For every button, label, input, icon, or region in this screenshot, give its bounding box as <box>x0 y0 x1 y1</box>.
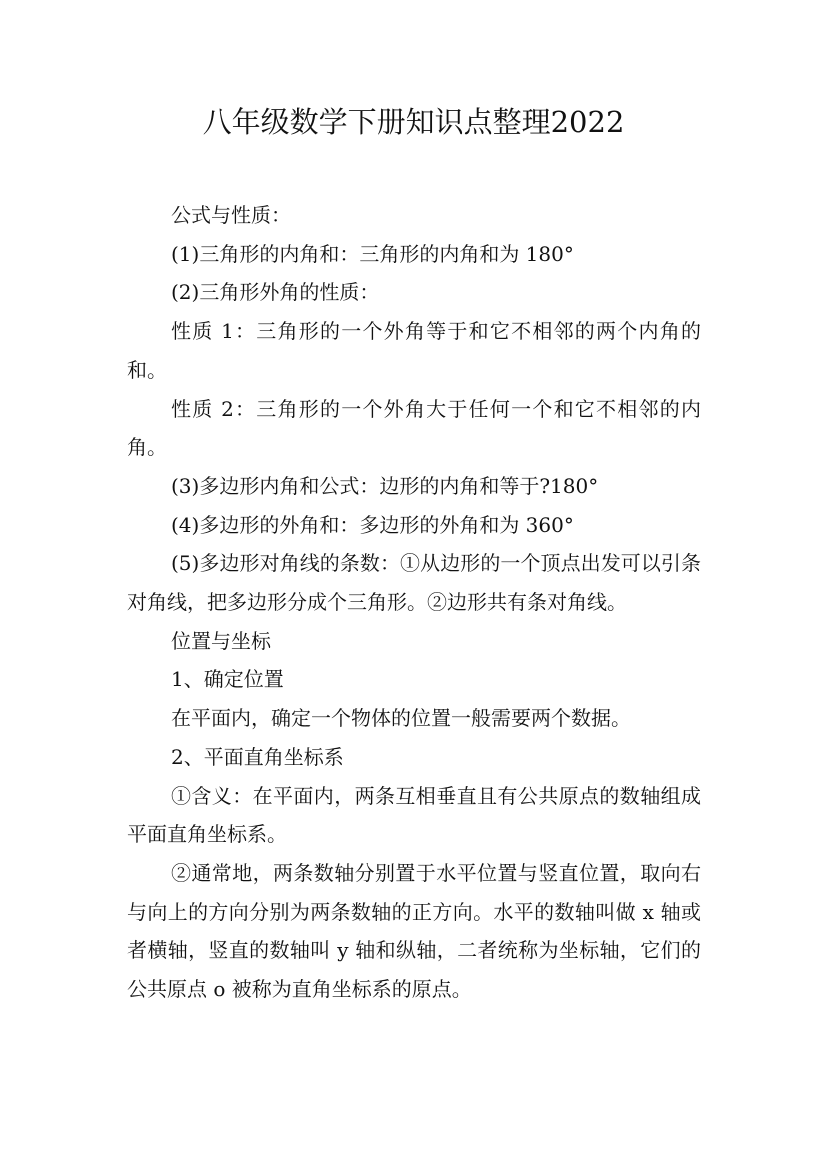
document-body <box>127 196 701 1009</box>
paragraph-coordinate-axes: ②通常地，两条数轴分别置于水平位置与竖直位置，取向右与向上的方向分别为两条数轴的正方向。水平的数轴叫做 x 轴或者横轴，竖直的数轴叫 y 轴和纵轴，二者统称为坐标轴，它们的公共原点 o 被称为直角坐标系的原点。 <box>127 860 701 1002</box>
paragraph-triangle-angle-sum: (1)三角形的内角和：三角形的内角和为 180° <box>171 241 574 266</box>
paragraph-formulas-heading: 公式与性质： <box>171 203 291 227</box>
paragraph-determine-position-text: 在平面内，确定一个物体的位置一般需要两个数据。 <box>171 706 631 731</box>
paragraph-property-2: 性质 2：三角形的一个外角大于任何一个和它不相邻的内角。 <box>127 396 701 460</box>
document-title: 八年级数学下册知识点整理2022 <box>202 105 625 139</box>
paragraph-polygon-interior-sum: (3)多边形内角和公式：边形的内角和等于?180° <box>171 473 599 498</box>
paragraph-coordinate-definition: ①含义：在平面内，两条互相垂直且有公共原点的数轴组成平面直角坐标系。 <box>127 783 701 847</box>
paragraph-polygon-exterior-sum: (4)多边形的外角和：多边形的外角和为 360° <box>171 512 574 537</box>
paragraph-determine-position-heading: 1、确定位置 <box>171 667 284 692</box>
paragraph-polygon-diagonals: (5)多边形对角线的条数：①从边形的一个顶点出发可以引条对角线，把多边形分成个三角形。②边形共有条对角线。 <box>127 551 701 615</box>
paragraph-coordinate-system-heading: 2、平面直角坐标系 <box>171 744 344 769</box>
paragraph-position-heading: 位置与坐标 <box>171 628 271 653</box>
paragraph-exterior-angle-heading: (2)三角形外角的性质： <box>171 280 380 305</box>
paragraph-property-1: 性质 1：三角形的一个外角等于和它不相邻的两个内角的和。 <box>127 319 701 382</box>
